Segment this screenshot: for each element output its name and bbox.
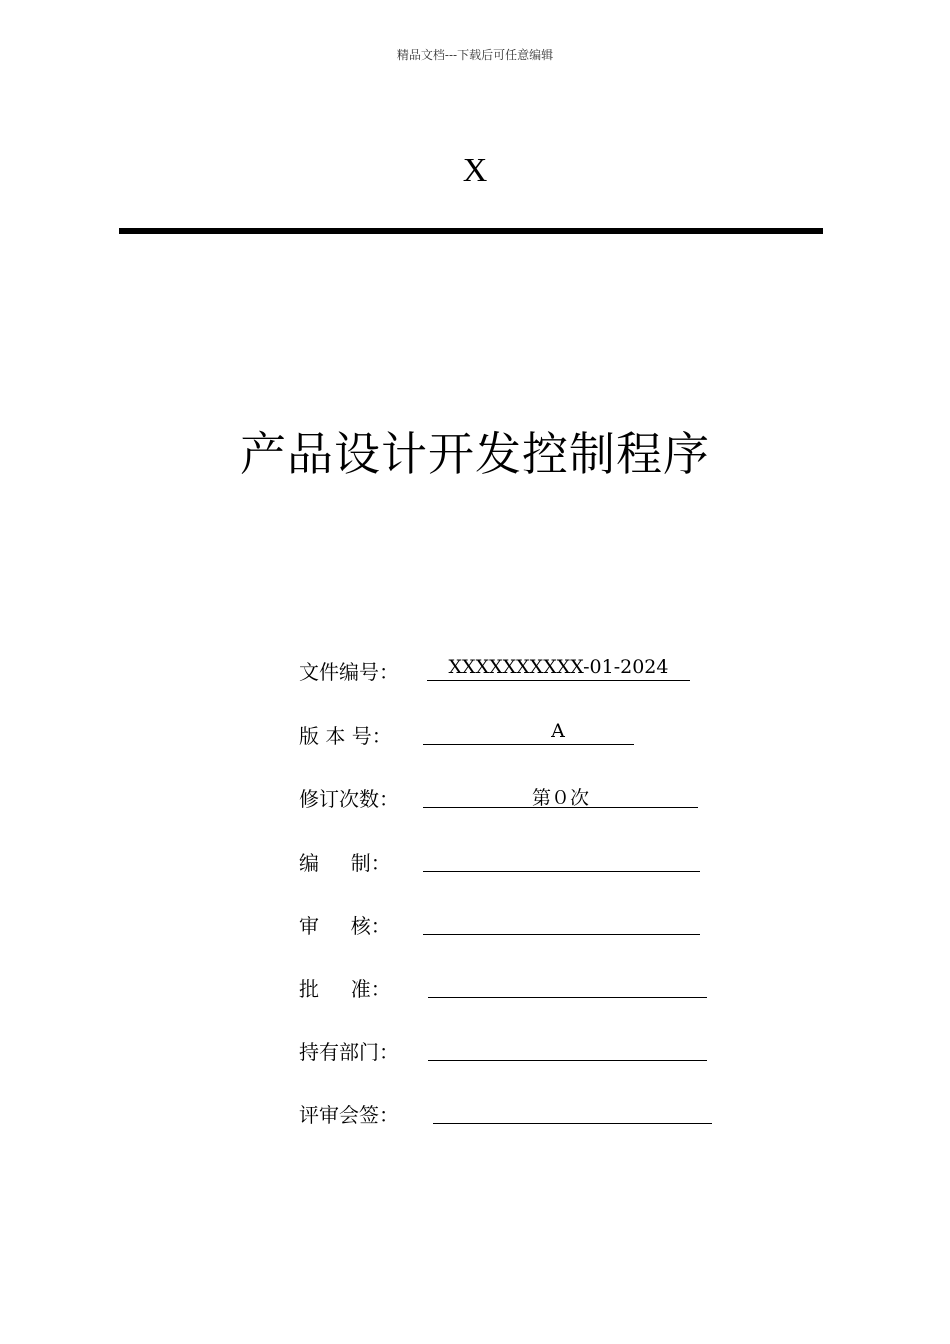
field-label: 持有部门： [299, 1040, 399, 1064]
company-name: X [462, 152, 488, 189]
field-label: 评审会签： [299, 1103, 399, 1127]
header-note: 精品文档---下载后可任意编辑 [396, 48, 554, 62]
field-label: 文件编号： [299, 660, 399, 684]
field-underline [428, 997, 707, 998]
field-label: 批 准： [299, 977, 391, 1001]
field-label: 审 核： [299, 914, 391, 938]
field-value: 第０次 [531, 787, 589, 809]
field-underline [428, 1060, 707, 1061]
header-rule [119, 228, 823, 234]
field-label: 编 制： [299, 851, 391, 875]
field-underline [423, 934, 700, 935]
field-label: 版 本 号： [299, 724, 392, 748]
field-label: 修订次数： [299, 787, 399, 811]
document-title: 产品设计开发控制程序 [240, 427, 710, 481]
field-underline [427, 680, 690, 681]
field-underline [423, 871, 700, 872]
field-value: A [551, 720, 565, 742]
field-underline [423, 744, 634, 745]
field-value: XXXXXXXXXX-01-2024 [448, 656, 669, 678]
field-underline [433, 1123, 712, 1124]
